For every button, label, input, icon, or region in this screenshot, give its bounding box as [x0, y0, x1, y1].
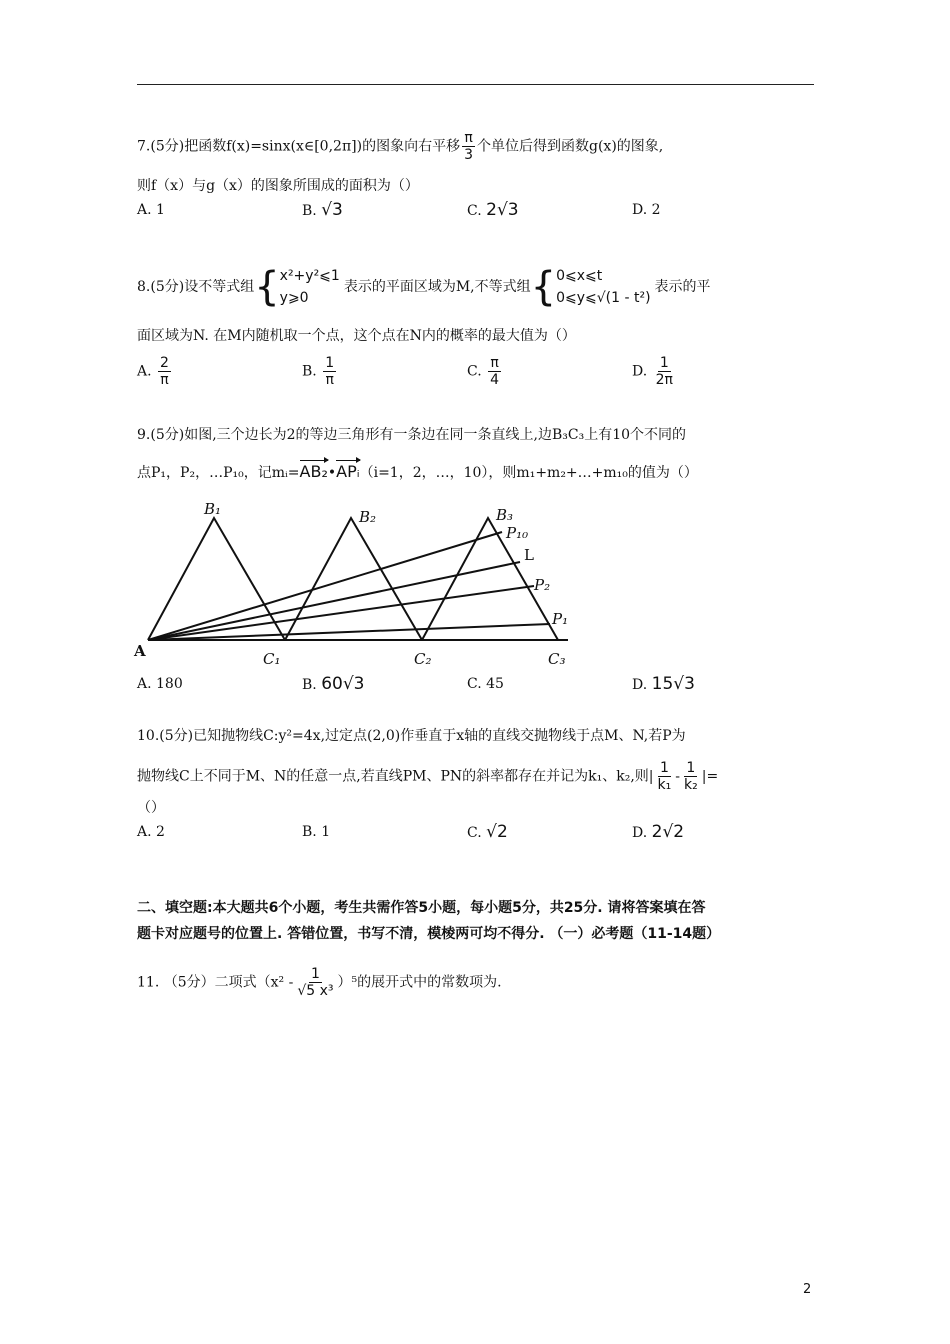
q9-vector-api: APᵢ	[336, 462, 360, 481]
q9-text-a: 点P₁，P₂，…P₁₀，记mᵢ=	[137, 465, 300, 481]
q10-text-a: 抛物线C上不同于M、N的任意一点,若直线PM、PN的斜率都存在并记为k₁、k₂,则|	[137, 768, 654, 785]
q8-line1	[137, 262, 711, 312]
q10-option-a: A. 2	[137, 824, 165, 840]
q10-option-d-value: 2√2	[651, 822, 685, 842]
q9-vector-ab2: AB₂	[299, 462, 328, 481]
q7-option-b	[302, 200, 343, 221]
q8-option-b	[302, 355, 338, 388]
q8-option-d-label: D.	[632, 363, 648, 380]
label-b1: B₁	[204, 500, 222, 518]
q8-prefix: 8.(5分)设不等式组	[137, 279, 255, 295]
q8-option-c	[467, 355, 503, 388]
ray-ap10	[148, 532, 502, 640]
q8-system-1	[280, 265, 340, 309]
label-p2: P₂	[534, 576, 551, 594]
q10-line1: 10.(5分)已知抛物线C:y²=4x,过定点(2,0)作垂直于x轴的直线交抛物线于点M、N,若P为	[137, 728, 686, 744]
q8-suffix: 表示的平	[654, 279, 711, 295]
section2-heading-line1: 二、填空题:本大题共6个小题，考生共需作答5小题，每小题5分，共25分. 请将答案填在答	[137, 900, 706, 916]
q7-option-c-value: 2√3	[486, 200, 519, 220]
q10-f2-den: k₂	[684, 777, 698, 793]
q7-fraction	[462, 130, 475, 163]
q10-option-d	[632, 822, 684, 843]
label-c2: C₂	[414, 650, 432, 668]
q10-option-c-value: √2	[486, 822, 508, 842]
q7-option-a: A. 1	[137, 202, 165, 218]
q8-sys1-row1: x²+y²⩽1	[279, 268, 340, 284]
q8-line2: 面区域为N. 在M内随机取一个点，这个点在N内的概率的最大值为（）	[137, 328, 576, 344]
q11-fraction	[295, 966, 335, 999]
q8-option-a-fraction	[158, 355, 171, 388]
triangle-1	[148, 518, 285, 640]
q7-option-d: D. 2	[632, 202, 661, 218]
q9-option-b-value: 60√3	[321, 674, 365, 694]
triangle-2	[285, 518, 422, 640]
q8-option-c-num: π	[490, 355, 499, 371]
q8-option-a-num: 2	[160, 355, 169, 371]
q11-frac-num: 1	[310, 966, 320, 982]
header-rule	[137, 84, 814, 85]
q10-f1-num: 1	[659, 760, 669, 776]
q10-fraction-1	[656, 760, 674, 793]
label-a: A	[134, 642, 146, 660]
label-b2: B₂	[359, 508, 377, 526]
section2-heading-line2: 题卡对应题号的位置上. 答错位置，书写不清，模棱两可均不得分. （一）必考题（11-14题）	[137, 926, 721, 942]
q10-line3: （）	[137, 800, 165, 816]
q9-dot-product: •	[327, 465, 337, 481]
q9-text-b: （i=1，2，…，10），则m₁+m₂+…+m₁₀的值为（）	[359, 465, 698, 481]
q8-option-b-den: π	[325, 372, 334, 388]
q7-text-a: 7.(5分)把函数f(x)=sinx(x∈[0,2π])的图象向右平移	[137, 138, 461, 155]
label-p1: P₁	[552, 610, 569, 628]
q8-option-c-label: C.	[467, 363, 482, 380]
q8-option-a-den: π	[160, 372, 169, 388]
label-p10: P₁₀	[506, 524, 529, 542]
q9-option-b-label: B.	[302, 677, 317, 693]
q7-frac-den: 3	[464, 147, 473, 163]
q10-option-c	[467, 822, 508, 843]
q10-f1-den: k₁	[657, 777, 672, 793]
label-l: L	[524, 546, 534, 564]
q8-option-c-den: 4	[490, 372, 500, 388]
q8-option-b-label: B.	[302, 363, 317, 380]
q8-option-d-fraction	[654, 355, 675, 388]
q10-option-c-label: C.	[467, 825, 482, 841]
q9-option-a: A. 180	[137, 676, 183, 692]
q10-f2-num: 1	[686, 760, 696, 776]
q7-option-b-value: √3	[321, 200, 343, 220]
q7-text-b: 个单位后得到函数g(x)的图象,	[477, 138, 664, 155]
q11-prefix: 11. （5分）二项式（x² -	[137, 974, 294, 991]
q8-option-a	[137, 355, 173, 388]
q7-line1	[137, 130, 663, 163]
q9-option-d-label: D.	[632, 677, 648, 693]
q9-figure	[130, 500, 580, 672]
q9-option-d	[632, 674, 695, 695]
q7-option-c-label: C.	[467, 203, 482, 219]
q9-option-d-value: 15√3	[651, 674, 695, 694]
q8-option-b-fraction	[323, 355, 336, 388]
q8-sys2-row2: 0⩽y⩽√(1 - t²)	[556, 290, 651, 306]
q8-option-a-label: A.	[137, 363, 152, 380]
q7-option-b-label: B.	[302, 203, 317, 219]
q9-option-b	[302, 674, 364, 695]
label-c3: C₃	[548, 650, 566, 668]
q10-minus: -	[675, 768, 680, 785]
q11-frac-den: √5 x³	[297, 983, 334, 999]
q9-line2	[137, 462, 698, 483]
q8-sys1-row2: y⩾0	[279, 290, 309, 306]
page-number: 2	[803, 1282, 812, 1297]
label-c1: C₁	[263, 650, 281, 668]
q8-sys2-row1: 0⩽x⩽t	[556, 268, 603, 284]
q10-fraction-2	[682, 760, 700, 793]
q7-line2: 则f（x）与g（x）的图象所围成的面积为（）	[137, 178, 419, 194]
q8-brace-2: {	[530, 264, 557, 310]
q8-option-d	[632, 355, 677, 388]
q8-system-2	[556, 265, 650, 309]
q8-option-d-den: 2π	[655, 372, 673, 388]
q11-suffix: ）⁵的展开式中的常数项为.	[337, 974, 502, 991]
q8-option-b-num: 1	[325, 355, 335, 371]
q8-mid: 表示的平面区域为M,不等式组	[343, 279, 531, 295]
q8-option-d-num: 1	[659, 355, 669, 371]
q8-brace-1: {	[254, 264, 280, 310]
q9-option-c: C. 45	[467, 676, 504, 692]
q8-option-c-fraction	[488, 355, 501, 388]
q11-line	[137, 966, 502, 999]
q10-line2	[137, 760, 718, 793]
label-b3: B₃	[496, 506, 514, 524]
q10-text-b: |=	[701, 768, 719, 785]
q10-option-b: B. 1	[302, 824, 331, 840]
q7-frac-num: π	[464, 130, 473, 146]
q9-line1: 9.(5分)如图,三个边长为2的等边三角形有一条边在同一条直线上,边B₃C₃上有10个不同的	[137, 427, 687, 443]
q7-option-c	[467, 200, 519, 221]
q10-option-d-label: D.	[632, 825, 648, 841]
